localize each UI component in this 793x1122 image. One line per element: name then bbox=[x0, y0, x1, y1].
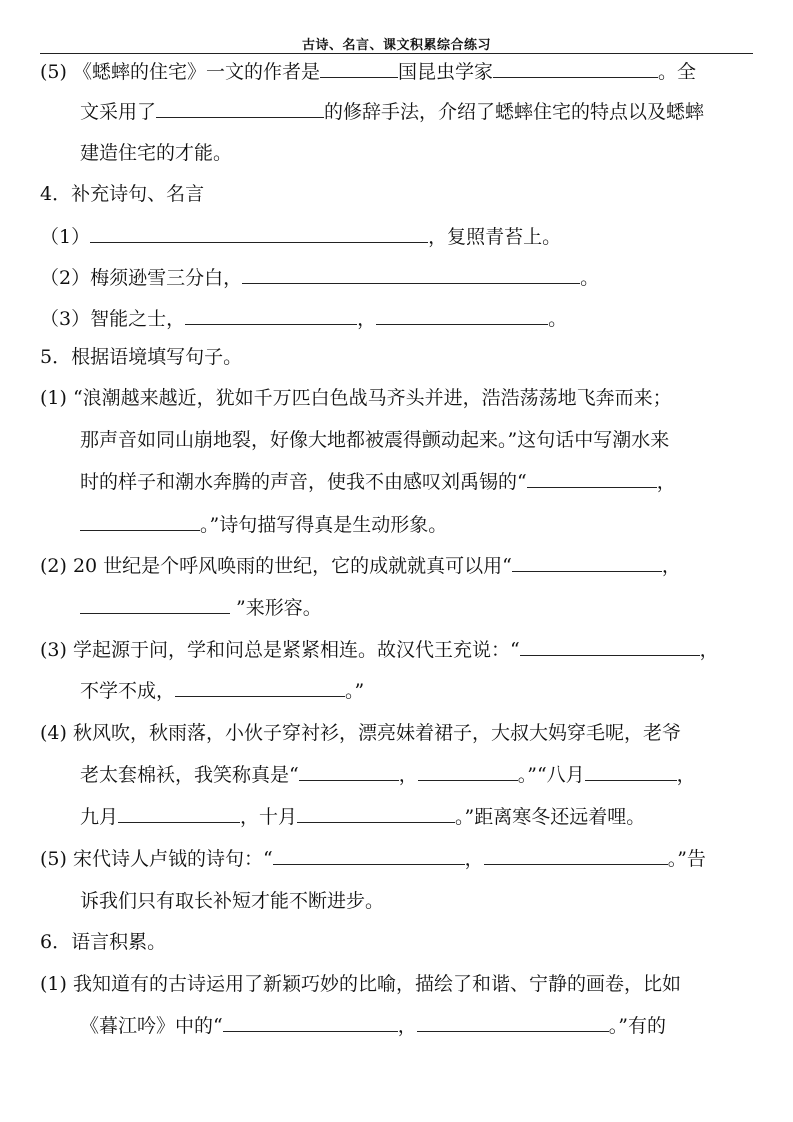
answer-blank[interactable] bbox=[418, 762, 518, 781]
q5-4-line-1 bbox=[40, 720, 793, 746]
q5-2-line-2 bbox=[80, 595, 793, 621]
answer-blank[interactable] bbox=[297, 804, 455, 823]
text: 那声音如同山崩地裂，好像大地都被震得颤动起来。”这句话中写潮水来 bbox=[80, 429, 670, 451]
text: 4．补充诗句、名言 bbox=[40, 183, 205, 205]
page-header-title: 古诗、名言、课文积累综合练习 bbox=[301, 38, 491, 53]
text: ， bbox=[661, 555, 681, 577]
answer-blank[interactable] bbox=[80, 512, 200, 531]
header-rule bbox=[40, 53, 753, 54]
text: 6．语言积累。 bbox=[40, 931, 167, 953]
text: ，十月 bbox=[240, 806, 298, 828]
q3-5-line-1 bbox=[40, 59, 793, 85]
answer-blank[interactable] bbox=[512, 553, 662, 572]
text: (1) 我知道有的古诗运用了新颖巧妙的比喻，描绘了和谐、宁静的画卷，比如 bbox=[40, 973, 681, 995]
q5-3-line-1 bbox=[40, 637, 793, 663]
answer-blank[interactable] bbox=[520, 637, 700, 656]
text: 。 bbox=[548, 308, 568, 330]
q5-5-line-1 bbox=[40, 846, 793, 872]
text: 不学不成， bbox=[80, 680, 176, 702]
answer-blank[interactable] bbox=[376, 306, 548, 325]
text: (4) 秋风吹，秋雨落，小伙子穿衬衫，漂亮妹着裙子，大叔大妈穿毛呢，老爷 bbox=[40, 722, 681, 744]
answer-blank[interactable] bbox=[156, 99, 324, 118]
text: 九月 bbox=[80, 806, 119, 828]
text: 。”告 bbox=[667, 848, 706, 870]
q5-3-line-2 bbox=[80, 678, 793, 704]
text: 建造住宅的才能。 bbox=[80, 142, 233, 164]
q4-1-line bbox=[40, 224, 793, 250]
answer-blank[interactable] bbox=[493, 59, 658, 78]
q5-1-line-1 bbox=[40, 385, 793, 411]
text: 老太套棉袄，我笑称真是“ bbox=[80, 764, 299, 786]
answer-blank[interactable] bbox=[90, 224, 428, 243]
q5-1-line-3 bbox=[80, 469, 793, 495]
text: (2) 20 世纪是个呼风唤雨的世纪，它的成就就真可以用“ bbox=[40, 555, 512, 577]
q5-1-line-2 bbox=[80, 427, 793, 453]
text: (5) 宋代诗人卢钺的诗句：“ bbox=[40, 848, 273, 870]
text: 。全 bbox=[657, 61, 696, 83]
q4-3-line bbox=[40, 306, 793, 332]
answer-blank[interactable] bbox=[80, 595, 230, 614]
section-4-heading bbox=[40, 181, 793, 207]
answer-blank[interactable] bbox=[320, 59, 398, 78]
text: 诉我们只有取长补短才能不断进步。 bbox=[80, 890, 385, 912]
text: 时的样子和潮水奔腾的声音，使我不由感叹刘禹锡的“ bbox=[80, 471, 527, 493]
section-5-heading bbox=[40, 344, 793, 370]
q5-4-line-3 bbox=[80, 804, 793, 830]
text: (5) 《蟋蟀的住宅》一文的作者是 bbox=[40, 61, 320, 83]
text: 。”诗句描写得真是生动形象。 bbox=[200, 514, 448, 536]
text: ”来形容。 bbox=[230, 597, 322, 619]
answer-blank[interactable] bbox=[585, 762, 677, 781]
text: (3) 学起源于问，学和问总是紧紧相连。故汉代王充说：“ bbox=[40, 639, 520, 661]
text: ， bbox=[656, 471, 676, 493]
text: （1） bbox=[40, 226, 91, 248]
text: （2）梅须逊雪三分白， bbox=[40, 267, 243, 289]
answer-blank[interactable] bbox=[175, 678, 345, 697]
text: 。”有的 bbox=[608, 1015, 666, 1037]
answer-blank[interactable] bbox=[185, 306, 357, 325]
q5-1-line-4 bbox=[80, 512, 793, 538]
answer-blank[interactable] bbox=[118, 804, 240, 823]
q4-2-line bbox=[40, 265, 793, 291]
text: ， bbox=[397, 1015, 417, 1037]
q5-5-line-2 bbox=[80, 888, 793, 914]
text: 。”“八月 bbox=[517, 764, 585, 786]
text: 。” bbox=[345, 680, 365, 702]
text: ， bbox=[398, 764, 418, 786]
q6-1-line-1 bbox=[40, 971, 793, 997]
answer-blank[interactable] bbox=[223, 1013, 398, 1032]
text: ， bbox=[357, 308, 377, 330]
text: ， bbox=[676, 764, 696, 786]
answer-blank[interactable] bbox=[417, 1013, 609, 1032]
text: 文采用了 bbox=[80, 101, 157, 123]
answer-blank[interactable] bbox=[242, 265, 580, 284]
answer-blank[interactable] bbox=[299, 762, 399, 781]
answer-blank[interactable] bbox=[527, 469, 657, 488]
q5-4-line-2 bbox=[80, 762, 793, 788]
answer-blank[interactable] bbox=[273, 846, 465, 865]
q3-5-line-2 bbox=[80, 99, 793, 125]
text: ， bbox=[464, 848, 484, 870]
text: ， bbox=[699, 639, 719, 661]
text: (1) “浪潮越来越近，犹如千万匹白色战马齐头并进，浩浩荡荡地飞奔而来； bbox=[40, 387, 672, 409]
q5-2-line-1 bbox=[40, 553, 793, 579]
text: 。 bbox=[580, 267, 600, 289]
text: ，复照青苔上。 bbox=[428, 226, 562, 248]
text: 国昆虫学家 bbox=[397, 61, 493, 83]
section-6-heading bbox=[40, 929, 793, 955]
text: 的修辞手法，介绍了蟋蟀住宅的特点以及蟋蟀 bbox=[324, 101, 705, 123]
text: 5．根据语境填写句子。 bbox=[40, 346, 243, 368]
answer-blank[interactable] bbox=[484, 846, 668, 865]
q6-1-line-2 bbox=[80, 1013, 793, 1039]
text: 《暮江吟》中的“ bbox=[80, 1015, 223, 1037]
text: （3）智能之士， bbox=[40, 308, 186, 330]
text: 。”距离寒冬还远着哩。 bbox=[455, 806, 646, 828]
q3-5-line-3 bbox=[80, 140, 793, 166]
